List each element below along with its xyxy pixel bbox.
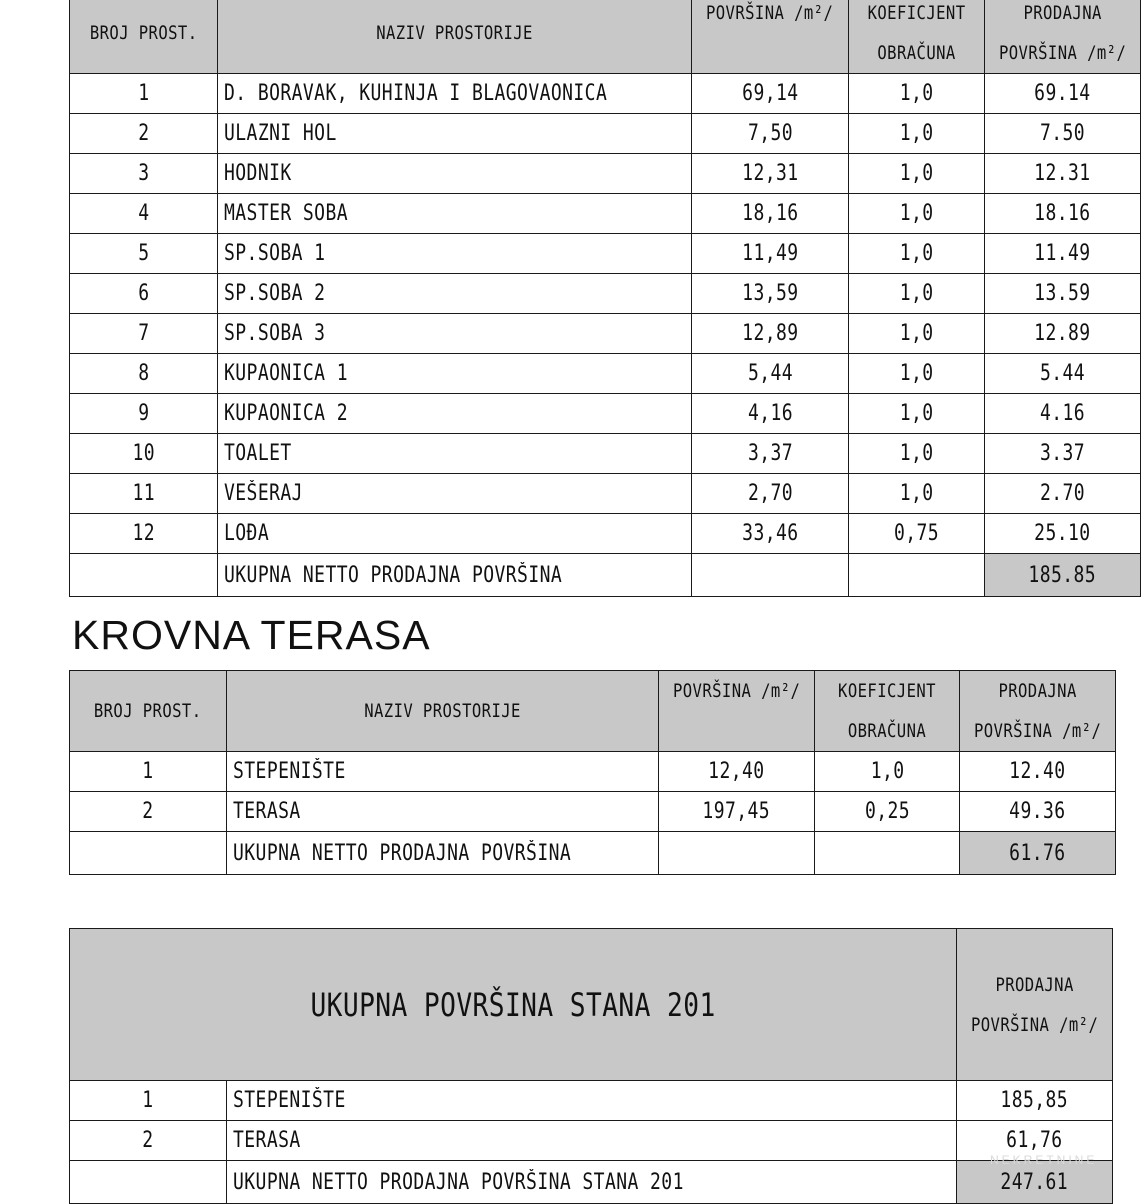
- cell-naziv: [218, 514, 692, 554]
- cell-povrsina: [692, 434, 848, 474]
- cell-prodajna: [960, 752, 1116, 792]
- header-prodajna: PRODAJNA POVRŠINA /m²/: [984, 0, 1140, 74]
- cell-prodajna-text: 4.16: [1039, 401, 1085, 426]
- cell-broj: [70, 314, 218, 354]
- cell-prodajna: [984, 194, 1140, 234]
- cell-prodajna-text: 12.31: [1034, 161, 1091, 186]
- cell-naziv: [218, 74, 692, 114]
- cell-broj-text: 7: [137, 321, 150, 346]
- header-povrsina: POVRŠINA /m²/: [659, 671, 815, 752]
- cell-koeficijent: [848, 514, 984, 554]
- cell-broj-text: 1: [142, 1088, 154, 1113]
- cell-prodajna: [984, 354, 1140, 394]
- header-naziv: NAZIV PROSTORIJE: [227, 671, 659, 752]
- table-row: [70, 114, 1141, 154]
- cell-naziv-text: KUPAONICA 2: [224, 401, 349, 426]
- cell-koeficijent-text: 1,0: [899, 481, 934, 506]
- total-value-text: 185.85: [1028, 562, 1097, 588]
- cell-naziv: [218, 434, 692, 474]
- cell-broj: [70, 792, 227, 832]
- cell-prodajna: [984, 114, 1140, 154]
- apartment-total-table-body: [70, 929, 1113, 1204]
- cell-povrsina-text: 197,45: [702, 799, 771, 824]
- cell-naziv: [227, 752, 659, 792]
- cell-naziv-text: TERASA: [233, 1128, 301, 1153]
- cell-prodajna: [984, 314, 1140, 354]
- cell-povrsina-text: 11,49: [741, 241, 799, 266]
- table-row: [70, 274, 1141, 314]
- cell-koeficijent: [848, 274, 984, 314]
- cell-koeficijent-text: 1,0: [899, 281, 934, 306]
- total-label-text: UKUPNA NETTO PRODAJNA POVRŠINA: [233, 840, 572, 866]
- cell-naziv-text: SP.SOBA 3: [224, 321, 326, 346]
- table-row: [70, 752, 1116, 792]
- cell-povrsina-text: 5,44: [747, 361, 793, 386]
- cell-naziv-text: LOĐA: [224, 521, 270, 546]
- room-area-table-body: [70, 0, 1141, 597]
- cell-povrsina-text: 12,31: [741, 161, 799, 186]
- cell-prodajna: [984, 434, 1140, 474]
- cell-broj-text: 12: [132, 521, 155, 546]
- cell-naziv: [227, 1121, 957, 1161]
- cell-povrsina: [692, 114, 848, 154]
- cell-broj: [70, 1081, 227, 1121]
- cell-povrsina-text: 69,14: [741, 81, 799, 106]
- cell-koeficijent-text: 1,0: [870, 759, 905, 784]
- cell-povrsina-text: 33,46: [741, 521, 799, 546]
- table-row: [70, 194, 1141, 234]
- cell-prodajna-text: 49.36: [1009, 799, 1067, 824]
- section-title-krovna-terasa: KROVNA TERASA: [72, 612, 431, 658]
- table-row: [70, 394, 1141, 434]
- header-prodajna: PRODAJNA POVRŠINA /m²/: [957, 929, 1113, 1081]
- cell-naziv: [218, 154, 692, 194]
- cell-naziv-text: ULAZNI HOL: [224, 121, 337, 146]
- total-label-text: UKUPNA NETTO PRODAJNA POVRŠINA: [224, 562, 563, 588]
- table-row: [70, 74, 1141, 114]
- cell-prodajna-text: 12.40: [1009, 759, 1067, 784]
- cell-broj: [70, 74, 218, 114]
- cell-broj-text: 11: [132, 481, 155, 506]
- cell-naziv: [218, 474, 692, 514]
- header-naziv: NAZIV PROSTORIJE: [218, 0, 692, 74]
- cell-koeficijent-text: 1,0: [899, 121, 934, 146]
- cell-broj-text: 1: [137, 81, 150, 106]
- cell-povrsina: [692, 474, 848, 514]
- total-value: [984, 554, 1140, 597]
- cell-povrsina: [692, 314, 848, 354]
- cell-povrsina: [692, 274, 848, 314]
- cell-broj: [70, 274, 218, 314]
- cell-prodajna-text: 61,76: [1006, 1128, 1063, 1153]
- cell-broj-text: 4: [137, 201, 150, 226]
- cell-koeficijent: [848, 154, 984, 194]
- cell-naziv: [218, 194, 692, 234]
- cell-koeficijent-text: 1,0: [899, 81, 934, 106]
- cell-koeficijent: [848, 474, 984, 514]
- cell-koeficijent-text: 1,0: [899, 401, 934, 426]
- total-row: [70, 554, 1141, 597]
- cell-naziv: [218, 234, 692, 274]
- cell-povrsina: [692, 394, 848, 434]
- cell-koeficijent-text: 1,0: [899, 321, 934, 346]
- cell-naziv-text: HODNIK: [224, 161, 292, 186]
- cell-prodajna: [984, 474, 1140, 514]
- roof-terrace-table-body: [70, 671, 1116, 875]
- header-prodajna: PRODAJNA POVRŠINA /m²/: [960, 671, 1116, 752]
- cell-povrsina: [692, 74, 848, 114]
- cell-koeficijent: [848, 314, 984, 354]
- cell-povrsina: [659, 752, 815, 792]
- cell-prodajna: [984, 154, 1140, 194]
- cell-prodajna-text: 69.14: [1034, 81, 1091, 106]
- cell-prodajna-text: 2.70: [1039, 481, 1085, 506]
- cell-broj: [70, 234, 218, 274]
- cell-empty: [70, 832, 227, 875]
- cell-prodajna-text: 18.16: [1034, 201, 1091, 226]
- cell-naziv-text: SP.SOBA 1: [224, 241, 326, 266]
- cell-naziv-text: D. BORAVAK, KUHINJA I BLAGOVAONICA: [224, 81, 608, 106]
- cell-naziv-text: TOALET: [224, 441, 292, 466]
- cell-povrsina-text: 12,89: [741, 321, 799, 346]
- table-row: [70, 1081, 1113, 1121]
- cell-broj: [70, 354, 218, 394]
- cell-broj: [70, 114, 218, 154]
- header-broj: BROJ PROST.: [70, 671, 227, 752]
- cell-koeficijent-text: 1,0: [899, 441, 934, 466]
- cell-naziv: [227, 792, 659, 832]
- total-value: [960, 832, 1116, 875]
- cell-prodajna-text: 11.49: [1034, 241, 1091, 266]
- header-broj: BROJ PROST.: [70, 0, 218, 74]
- cell-povrsina-text: 4,16: [747, 401, 793, 426]
- table-row: [70, 514, 1141, 554]
- total-label: [227, 832, 659, 875]
- total-row: [70, 1161, 1113, 1204]
- cell-koeficijent-text: 1,0: [899, 361, 934, 386]
- cell-povrsina-text: 3,37: [747, 441, 793, 466]
- cell-broj-text: 9: [137, 401, 150, 426]
- room-area-table: [69, 0, 1141, 597]
- cell-broj: [70, 474, 218, 514]
- cell-empty: [70, 1161, 227, 1204]
- cell-naziv-text: STEPENIŠTE: [233, 1088, 346, 1113]
- cell-empty: [848, 554, 984, 597]
- cell-broj: [70, 394, 218, 434]
- cell-koeficijent: [848, 194, 984, 234]
- cell-naziv-text: KUPAONICA 1: [224, 361, 349, 386]
- total-label: [218, 554, 692, 597]
- cell-povrsina-text: 7,50: [747, 121, 793, 146]
- cell-prodajna: [957, 1081, 1113, 1121]
- cell-broj-text: 6: [137, 281, 150, 306]
- header-koeficijent: KOEFICJENT OBRAČUNA: [815, 671, 960, 752]
- cell-povrsina: [692, 514, 848, 554]
- table-row: [70, 1121, 1113, 1161]
- table-row: [70, 354, 1141, 394]
- total-value-text: 61.76: [1009, 840, 1067, 866]
- cell-povrsina: [692, 234, 848, 274]
- cell-koeficijent: [848, 114, 984, 154]
- cell-empty: [659, 832, 815, 875]
- cell-koeficijent-text: 1,0: [899, 161, 934, 186]
- cell-naziv-text: TERASA: [233, 799, 301, 824]
- cell-naziv: [218, 114, 692, 154]
- total-label: [227, 1161, 957, 1204]
- cell-broj-text: 2: [137, 121, 150, 146]
- table-row: [70, 234, 1141, 274]
- cell-prodajna-text: 3.37: [1039, 441, 1085, 466]
- total-value-text: 247.61: [1000, 1169, 1069, 1195]
- apartment-total-table: [69, 928, 1113, 1204]
- cell-broj-text: 2: [142, 1128, 154, 1153]
- watermark-text: NEKRETNINE: [990, 1153, 1098, 1167]
- cell-broj: [70, 1121, 227, 1161]
- cell-naziv-text: SP.SOBA 2: [224, 281, 326, 306]
- cell-empty: [692, 554, 848, 597]
- cell-prodajna: [960, 792, 1116, 832]
- table-row: [70, 314, 1141, 354]
- cell-naziv-text: STEPENIŠTE: [233, 759, 346, 784]
- cell-broj: [70, 154, 218, 194]
- cell-povrsina: [692, 354, 848, 394]
- table-row: [70, 792, 1116, 832]
- cell-naziv: [218, 354, 692, 394]
- cell-prodajna-text: 185,85: [1000, 1088, 1069, 1113]
- cell-broj: [70, 434, 218, 474]
- cell-broj-text: 3: [137, 161, 150, 186]
- cell-prodajna: [984, 74, 1140, 114]
- cell-broj: [70, 514, 218, 554]
- table-row: [70, 474, 1141, 514]
- apartment-total-title: UKUPNA POVRŠINA STANA 201: [70, 929, 957, 1081]
- cell-povrsina: [659, 792, 815, 832]
- cell-prodajna: [984, 394, 1140, 434]
- cell-naziv: [227, 1081, 957, 1121]
- cell-koeficijent: [848, 74, 984, 114]
- cell-prodajna-text: 7.50: [1039, 121, 1085, 146]
- cell-koeficijent: [815, 752, 960, 792]
- cell-broj-text: 5: [137, 241, 150, 266]
- cell-prodajna-text: 5.44: [1039, 361, 1085, 386]
- cell-prodajna: [984, 514, 1140, 554]
- cell-prodajna-text: 13.59: [1034, 281, 1091, 306]
- cell-koeficijent-text: 0,75: [893, 521, 939, 546]
- cell-naziv-text: MASTER SOBA: [224, 201, 349, 226]
- cell-broj-text: 1: [142, 759, 154, 784]
- header-koeficijent: KOEFICJENT OBRAČUNA: [848, 0, 984, 74]
- cell-povrsina-text: 13,59: [741, 281, 799, 306]
- cell-koeficijent: [815, 792, 960, 832]
- cell-empty: [70, 554, 218, 597]
- cell-prodajna-text: 12.89: [1034, 321, 1091, 346]
- cell-koeficijent-text: 1,0: [899, 201, 934, 226]
- cell-povrsina: [692, 194, 848, 234]
- table-header-row: [70, 0, 1141, 74]
- cell-naziv-text: VEŠERAJ: [224, 481, 303, 506]
- cell-koeficijent: [848, 354, 984, 394]
- cell-koeficijent: [848, 234, 984, 274]
- cell-broj: [70, 194, 218, 234]
- table-row: [70, 154, 1141, 194]
- cell-empty: [815, 832, 960, 875]
- cell-koeficijent-text: 1,0: [899, 241, 934, 266]
- cell-povrsina: [692, 154, 848, 194]
- cell-naziv: [218, 274, 692, 314]
- cell-koeficijent-text: 0,25: [864, 799, 910, 824]
- roof-terrace-table: [69, 670, 1116, 875]
- cell-broj-text: 8: [137, 361, 150, 386]
- cell-povrsina-text: 12,40: [708, 759, 765, 784]
- cell-prodajna: [984, 274, 1140, 314]
- cell-povrsina-text: 18,16: [741, 201, 799, 226]
- cell-naziv: [218, 394, 692, 434]
- cell-broj: [70, 752, 227, 792]
- total-row: [70, 832, 1116, 875]
- cell-prodajna-text: 25.10: [1034, 521, 1091, 546]
- cell-prodajna: [984, 234, 1140, 274]
- table-row: [70, 434, 1141, 474]
- header-povrsina: POVRŠINA /m²/: [692, 0, 848, 74]
- table-header-row: [70, 671, 1116, 752]
- cell-naziv: [218, 314, 692, 354]
- cell-broj-text: 10: [132, 441, 155, 466]
- total-label-text: UKUPNA NETTO PRODAJNA POVRŠINA STANA 201: [233, 1169, 684, 1195]
- table-header-row: [70, 929, 1113, 1081]
- cell-koeficijent: [848, 394, 984, 434]
- cell-koeficijent: [848, 434, 984, 474]
- cell-broj-text: 2: [142, 799, 154, 824]
- cell-povrsina-text: 2,70: [747, 481, 793, 506]
